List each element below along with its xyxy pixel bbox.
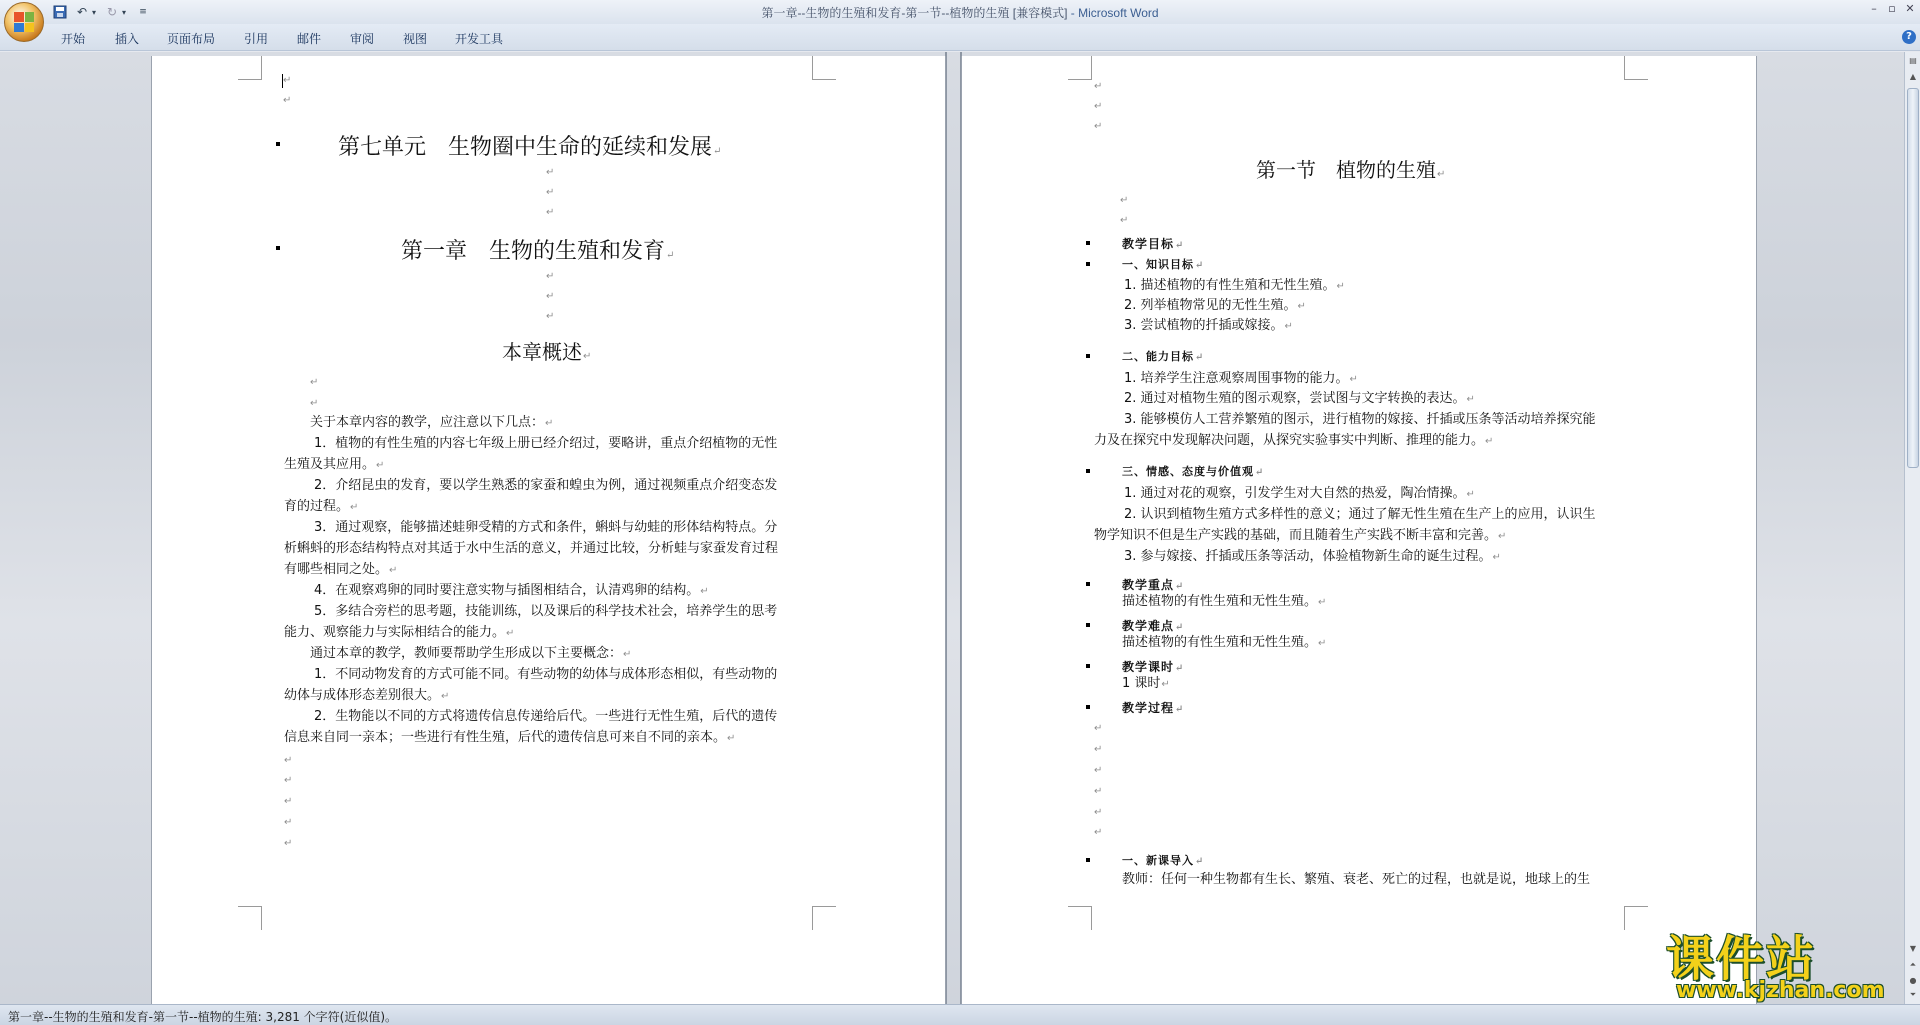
watermark-url: www.kjzhan.com	[1676, 978, 1885, 1003]
body-line: 能力、观察能力与实际相结合的能力。↵	[284, 625, 515, 640]
list-item: 1. 通过对花的观察，引发学生对大自然的热爱，陶冶情操。↵	[1124, 486, 1475, 501]
paragraph-mark: ↵	[1120, 215, 1129, 226]
page-divider	[945, 52, 947, 1004]
paragraph-mark: ↵	[546, 187, 555, 198]
paragraph-mark: ↵	[1094, 765, 1103, 776]
heading-text: 一、知识目标	[1122, 258, 1194, 271]
list-item: 3. 参与嫁接、扦插或压条等活动，体验植物新生命的诞生过程。↵	[1124, 549, 1501, 564]
chapter-title: 第一章 生物的生殖和发育↵	[401, 239, 675, 264]
unit-title-text: 第七单元 生物圈中生命的延续和发展	[338, 135, 713, 160]
paragraph-mark: ↵	[546, 271, 555, 282]
paragraph-mark: ↵	[1094, 81, 1103, 92]
list-item: 3. 尝试植物的扦插或嫁接。↵	[1124, 318, 1293, 333]
undo-icon[interactable]: ↶	[76, 5, 88, 19]
body-line	[314, 518, 777, 539]
bullet	[1086, 705, 1090, 709]
heading-emotion-goals: 三、情感、态度与价值观↵	[1122, 465, 1265, 478]
heading-ability-goals: 二、能力目标↵	[1122, 350, 1205, 363]
body-line-text: 4．在观察鸡卵的同时要注意实物与插图相结合，认清鸡卵的结构。	[314, 583, 700, 598]
body-line-text: 2．介绍昆虫的发育，要以学生熟悉的家蚕和蝗虫为例，通过视频重点介绍变态发	[314, 478, 778, 493]
body-line: 信息来自同一亲本；一些进行有性生殖，后代的遗传信息可来自不同的亲本。↵	[284, 730, 736, 745]
heading-text: 教学目标	[1122, 237, 1175, 251]
body-line-text: 1．不同动物发育的方式可能不同。有些动物的幼体与成体形态相似，有些动物的	[314, 667, 778, 682]
tab-view[interactable]: 视图	[403, 32, 428, 46]
scroll-down-icon[interactable]: ▼	[1909, 944, 1917, 953]
heading-teaching-goals: 教学目标↵	[1122, 237, 1185, 251]
list-item-text: 3. 尝试植物的扦插或嫁接。	[1124, 318, 1284, 333]
bullet	[1086, 262, 1090, 266]
paragraph-mark: ↵	[1094, 121, 1103, 132]
office-logo-icon	[14, 12, 34, 32]
maximize-icon[interactable]: ▫	[1888, 2, 1896, 15]
list-item-text: 2. 认识到植物生殖方式多样性的意义；通过了解无性生殖在生产上的应用，认识生	[1124, 507, 1596, 522]
overview-title: 本章概述↵	[502, 340, 592, 364]
paragraph-mark: ↵	[310, 398, 319, 409]
tab-mailings[interactable]: 邮件	[297, 32, 322, 46]
list-item-text: 1. 描述植物的有性生殖和无性生殖。	[1124, 278, 1336, 293]
body-line: 幼体与成体形态差别很大。↵	[284, 688, 450, 703]
bullet	[1086, 858, 1090, 862]
heading-text: 教学重点	[1122, 578, 1175, 592]
paragraph-mark: ↵	[284, 838, 293, 849]
minimize-icon[interactable]: –	[1871, 2, 1877, 15]
office-button[interactable]	[4, 2, 44, 42]
paragraph-mark: ↵	[1094, 723, 1103, 734]
list-item: 2. 通过对植物生殖的图示观察，尝试图与文字转换的表达。↵	[1124, 391, 1475, 406]
body-line-text: 有哪些相同之处。	[284, 562, 389, 577]
paragraph-mark: ↵	[284, 755, 293, 766]
body-line-text: 生殖及其应用。	[284, 457, 376, 472]
body-line-text: 能力、观察能力与实际相结合的能力。	[284, 625, 506, 640]
body-line-text: 5．多结合旁栏的思考题，技能训练，以及课后的科学技术社会，培养学生的思考	[314, 604, 778, 619]
crop-mark	[1068, 56, 1092, 80]
crop-mark	[1624, 906, 1648, 930]
paragraph-mark: ↵	[546, 311, 555, 322]
tab-insert[interactable]: 插入	[115, 32, 140, 46]
bullet	[1086, 582, 1090, 586]
intro-text	[1122, 870, 1590, 891]
status-bar	[0, 1004, 1920, 1025]
tab-review[interactable]: 审阅	[350, 32, 375, 46]
paragraph-mark: ↵	[546, 167, 555, 178]
vertical-scrollbar[interactable]	[1904, 52, 1920, 1004]
bullet	[276, 246, 280, 250]
watermark-title: 课件站	[1666, 931, 1817, 987]
bullet	[1086, 469, 1090, 473]
list-item: 物学知识不但是生产实践的基础，而且随着生产实践不断丰富和完善。↵	[1094, 528, 1507, 543]
crop-mark	[1068, 906, 1092, 930]
bullet	[1086, 623, 1090, 627]
list-item: 1. 培养学生注意观察周围事物的能力。↵	[1124, 371, 1358, 386]
heading-key-points: 教学重点↵	[1122, 578, 1185, 592]
next-page-icon[interactable]: ⏷	[1909, 990, 1917, 999]
paragraph-mark: ↵	[284, 817, 293, 828]
body-line-text: 信息来自同一亲本；一些进行有性生殖，后代的遗传信息可来自不同的亲本。	[284, 730, 727, 745]
customize-toolbar-icon[interactable]: ≡	[139, 7, 147, 17]
tab-page-layout[interactable]: 页面布局	[167, 32, 216, 46]
heading-difficulties: 教学难点↵	[1122, 619, 1185, 633]
difficulties-text: 描述植物的有性生殖和无性生殖。↵	[1122, 635, 1327, 650]
heading-text: 二、能力目标	[1122, 350, 1194, 363]
paragraph-mark: ↵	[1094, 744, 1103, 755]
key-points-text: 描述植物的有性生殖和无性生殖。↵	[1122, 594, 1327, 609]
help-icon[interactable]: ?	[1902, 30, 1916, 44]
heading-intro: 一、新课导入↵	[1122, 854, 1205, 867]
list-item-text: 力及在探究中发现解决问题，从探究实验事实中判断、推理的能力。	[1094, 433, 1485, 448]
paragraph-mark: ↵	[283, 95, 292, 106]
list-item-text: 3. 参与嫁接、扦插或压条等活动，体验植物新生命的诞生过程。	[1124, 549, 1492, 564]
list-item	[1124, 505, 1596, 526]
paragraph-mark: ↵	[1094, 786, 1103, 797]
crop-mark	[1624, 56, 1648, 80]
list-item-text: 1. 通过对花的观察，引发学生对大自然的热爱，陶冶情操。	[1124, 486, 1466, 501]
heading-knowledge-goals: 一、知识目标↵	[1122, 258, 1205, 271]
bullet	[1086, 664, 1090, 668]
body-line: 有哪些相同之处。↵	[284, 562, 398, 577]
paragraph-mark: ↵	[546, 207, 555, 218]
paragraph-mark: ↵	[284, 796, 293, 807]
section-title-text: 第一节 植物的生殖	[1256, 158, 1436, 182]
body-line-text: 1．植物的有性生殖的内容七年级上册已经介绍过，要略讲，重点介绍植物的无性	[314, 436, 778, 451]
document-area[interactable]	[0, 52, 1904, 1004]
paragraph-mark: ↵	[310, 377, 319, 388]
paragraph-mark: ↵	[283, 75, 292, 86]
body-text: 描述植物的有性生殖和无性生殖。	[1122, 635, 1318, 650]
list-item	[1124, 410, 1596, 431]
unit-title: 第七单元 生物圈中生命的延续和发展↵	[338, 135, 722, 160]
body-line-text: 通过本章的教学，教师要帮助学生形成以下主要概念：	[310, 646, 623, 661]
tab-developer[interactable]: 开发工具	[455, 32, 504, 46]
heading-text: 教学难点	[1122, 619, 1175, 633]
list-item: 1. 描述植物的有性生殖和无性生殖。↵	[1124, 278, 1345, 293]
redo-icon[interactable]: ↻	[106, 5, 118, 19]
window-title	[0, 4, 1920, 21]
list-item-text: 2. 通过对植物生殖的图示观察，尝试图与文字转换的表达。	[1124, 391, 1466, 406]
tab-home[interactable]: 开始	[61, 32, 86, 46]
body-line	[314, 434, 777, 455]
list-item: 2. 列举植物常见的无性生殖。↵	[1124, 298, 1306, 313]
bullet	[1086, 241, 1090, 245]
page-left[interactable]	[152, 56, 945, 1004]
heading-process: 教学过程↵	[1122, 701, 1185, 715]
heading-text: 一、新课导入	[1122, 854, 1194, 867]
previous-page-icon[interactable]: ⏶	[1909, 960, 1917, 969]
heading-text: 教学过程	[1122, 701, 1175, 715]
undo-dropdown-icon[interactable]: ▾	[91, 7, 96, 17]
hours-text: 1 课时↵	[1122, 676, 1170, 691]
list-item-text: 物学知识不但是生产实践的基础，而且随着生产实践不断丰富和完善。	[1094, 528, 1498, 543]
body-line: 通过本章的教学，教师要帮助学生形成以下主要概念：↵	[310, 646, 632, 661]
paragraph-mark: ↵	[284, 775, 293, 786]
paragraph-mark: ↵	[1120, 195, 1129, 206]
status-text: 第一章--生物的生殖和发育-第一节--植物的生殖: 3,281 个字符(近似值)。	[8, 1010, 398, 1024]
select-browse-object-icon[interactable]: ●	[1909, 976, 1917, 985]
body-line-text: 析蝌蚪的形态结构特点对其适于水中生活的意义，并通过比较，分析蛙与家蚕发育过程	[284, 541, 779, 556]
list-item-text: 3. 能够模仿人工营养繁殖的图示，进行植物的嫁接、扦插或压条等活动培养探究能	[1124, 412, 1596, 427]
scroll-up-icon[interactable]: ▲	[1909, 72, 1917, 81]
document-title: 第一章--生物的生殖和发育-第一节--植物的生殖 [兼容模式]	[761, 6, 1068, 20]
ribbon-tabs	[0, 24, 1920, 51]
list-item: 力及在探究中发现解决问题，从探究实验事实中判断、推理的能力。↵	[1094, 433, 1494, 448]
paragraph-mark: ↵	[546, 291, 555, 302]
redo-dropdown-icon[interactable]: ▾	[121, 7, 126, 17]
section-title: 第一节 植物的生殖↵	[1256, 158, 1446, 182]
close-icon[interactable]: ✕	[1905, 2, 1915, 15]
ruler-toggle-icon[interactable]: ▤	[1909, 56, 1917, 65]
bullet	[276, 142, 280, 146]
paragraph-mark: ↵	[1094, 827, 1103, 838]
paragraph-mark: ↵	[1094, 807, 1103, 818]
body-line-text: 2．生物能以不同的方式将遗传信息传递给后代。一些进行无性生殖，后代的遗传	[314, 709, 778, 724]
watermark-logo	[1666, 920, 1906, 1003]
body-line: 关于本章内容的教学，应注意以下几点：↵	[310, 415, 554, 430]
title-bar	[0, 0, 1920, 24]
crop-mark	[238, 906, 262, 930]
body-line: 4．在观察鸡卵的同时要注意实物与插图相结合，认清鸡卵的结构。↵	[314, 583, 709, 598]
list-item-text: 1. 培养学生注意观察周围事物的能力。	[1124, 371, 1349, 386]
heading-hours: 教学课时↵	[1122, 660, 1185, 674]
body-text: 教师：任何一种生物都有生长、繁殖、衰老、死亡的过程，也就是说，地球上的生	[1122, 872, 1591, 887]
list-item-text: 2. 列举植物常见的无性生殖。	[1124, 298, 1297, 313]
app-name: - Microsoft Word	[1067, 6, 1159, 20]
body-line	[284, 539, 778, 560]
body-line	[314, 665, 777, 686]
body-line-text: 幼体与成体形态差别很大。	[284, 688, 441, 703]
overview-title-text: 本章概述	[502, 340, 582, 364]
body-line-text: 育的过程。	[284, 499, 350, 514]
heading-text: 三、情感、态度与价值观	[1122, 465, 1254, 478]
paragraph-mark: ↵	[1094, 101, 1103, 112]
crop-mark	[812, 56, 836, 80]
body-line: 生殖及其应用。↵	[284, 457, 385, 472]
body-line-text: 3．通过观察，能够描述蛙卵受精的方式和条件，蝌蚪与幼蛙的形体结构特点。分	[314, 520, 778, 535]
crop-mark	[238, 56, 262, 80]
bullet	[1086, 354, 1090, 358]
chapter-title-text: 第一章 生物的生殖和发育	[401, 239, 666, 264]
heading-text: 教学课时	[1122, 660, 1175, 674]
page-right[interactable]	[962, 56, 1756, 1004]
body-line	[314, 602, 777, 623]
crop-mark	[812, 906, 836, 930]
body-line-text: 关于本章内容的教学，应注意以下几点：	[310, 415, 545, 430]
tab-references[interactable]: 引用	[244, 32, 269, 46]
body-line	[314, 476, 777, 497]
body-text: 1 课时	[1122, 676, 1161, 691]
scroll-thumb[interactable]	[1907, 88, 1919, 468]
body-text: 描述植物的有性生殖和无性生殖。	[1122, 594, 1318, 609]
body-line: 育的过程。↵	[284, 499, 359, 514]
body-line	[314, 707, 777, 728]
